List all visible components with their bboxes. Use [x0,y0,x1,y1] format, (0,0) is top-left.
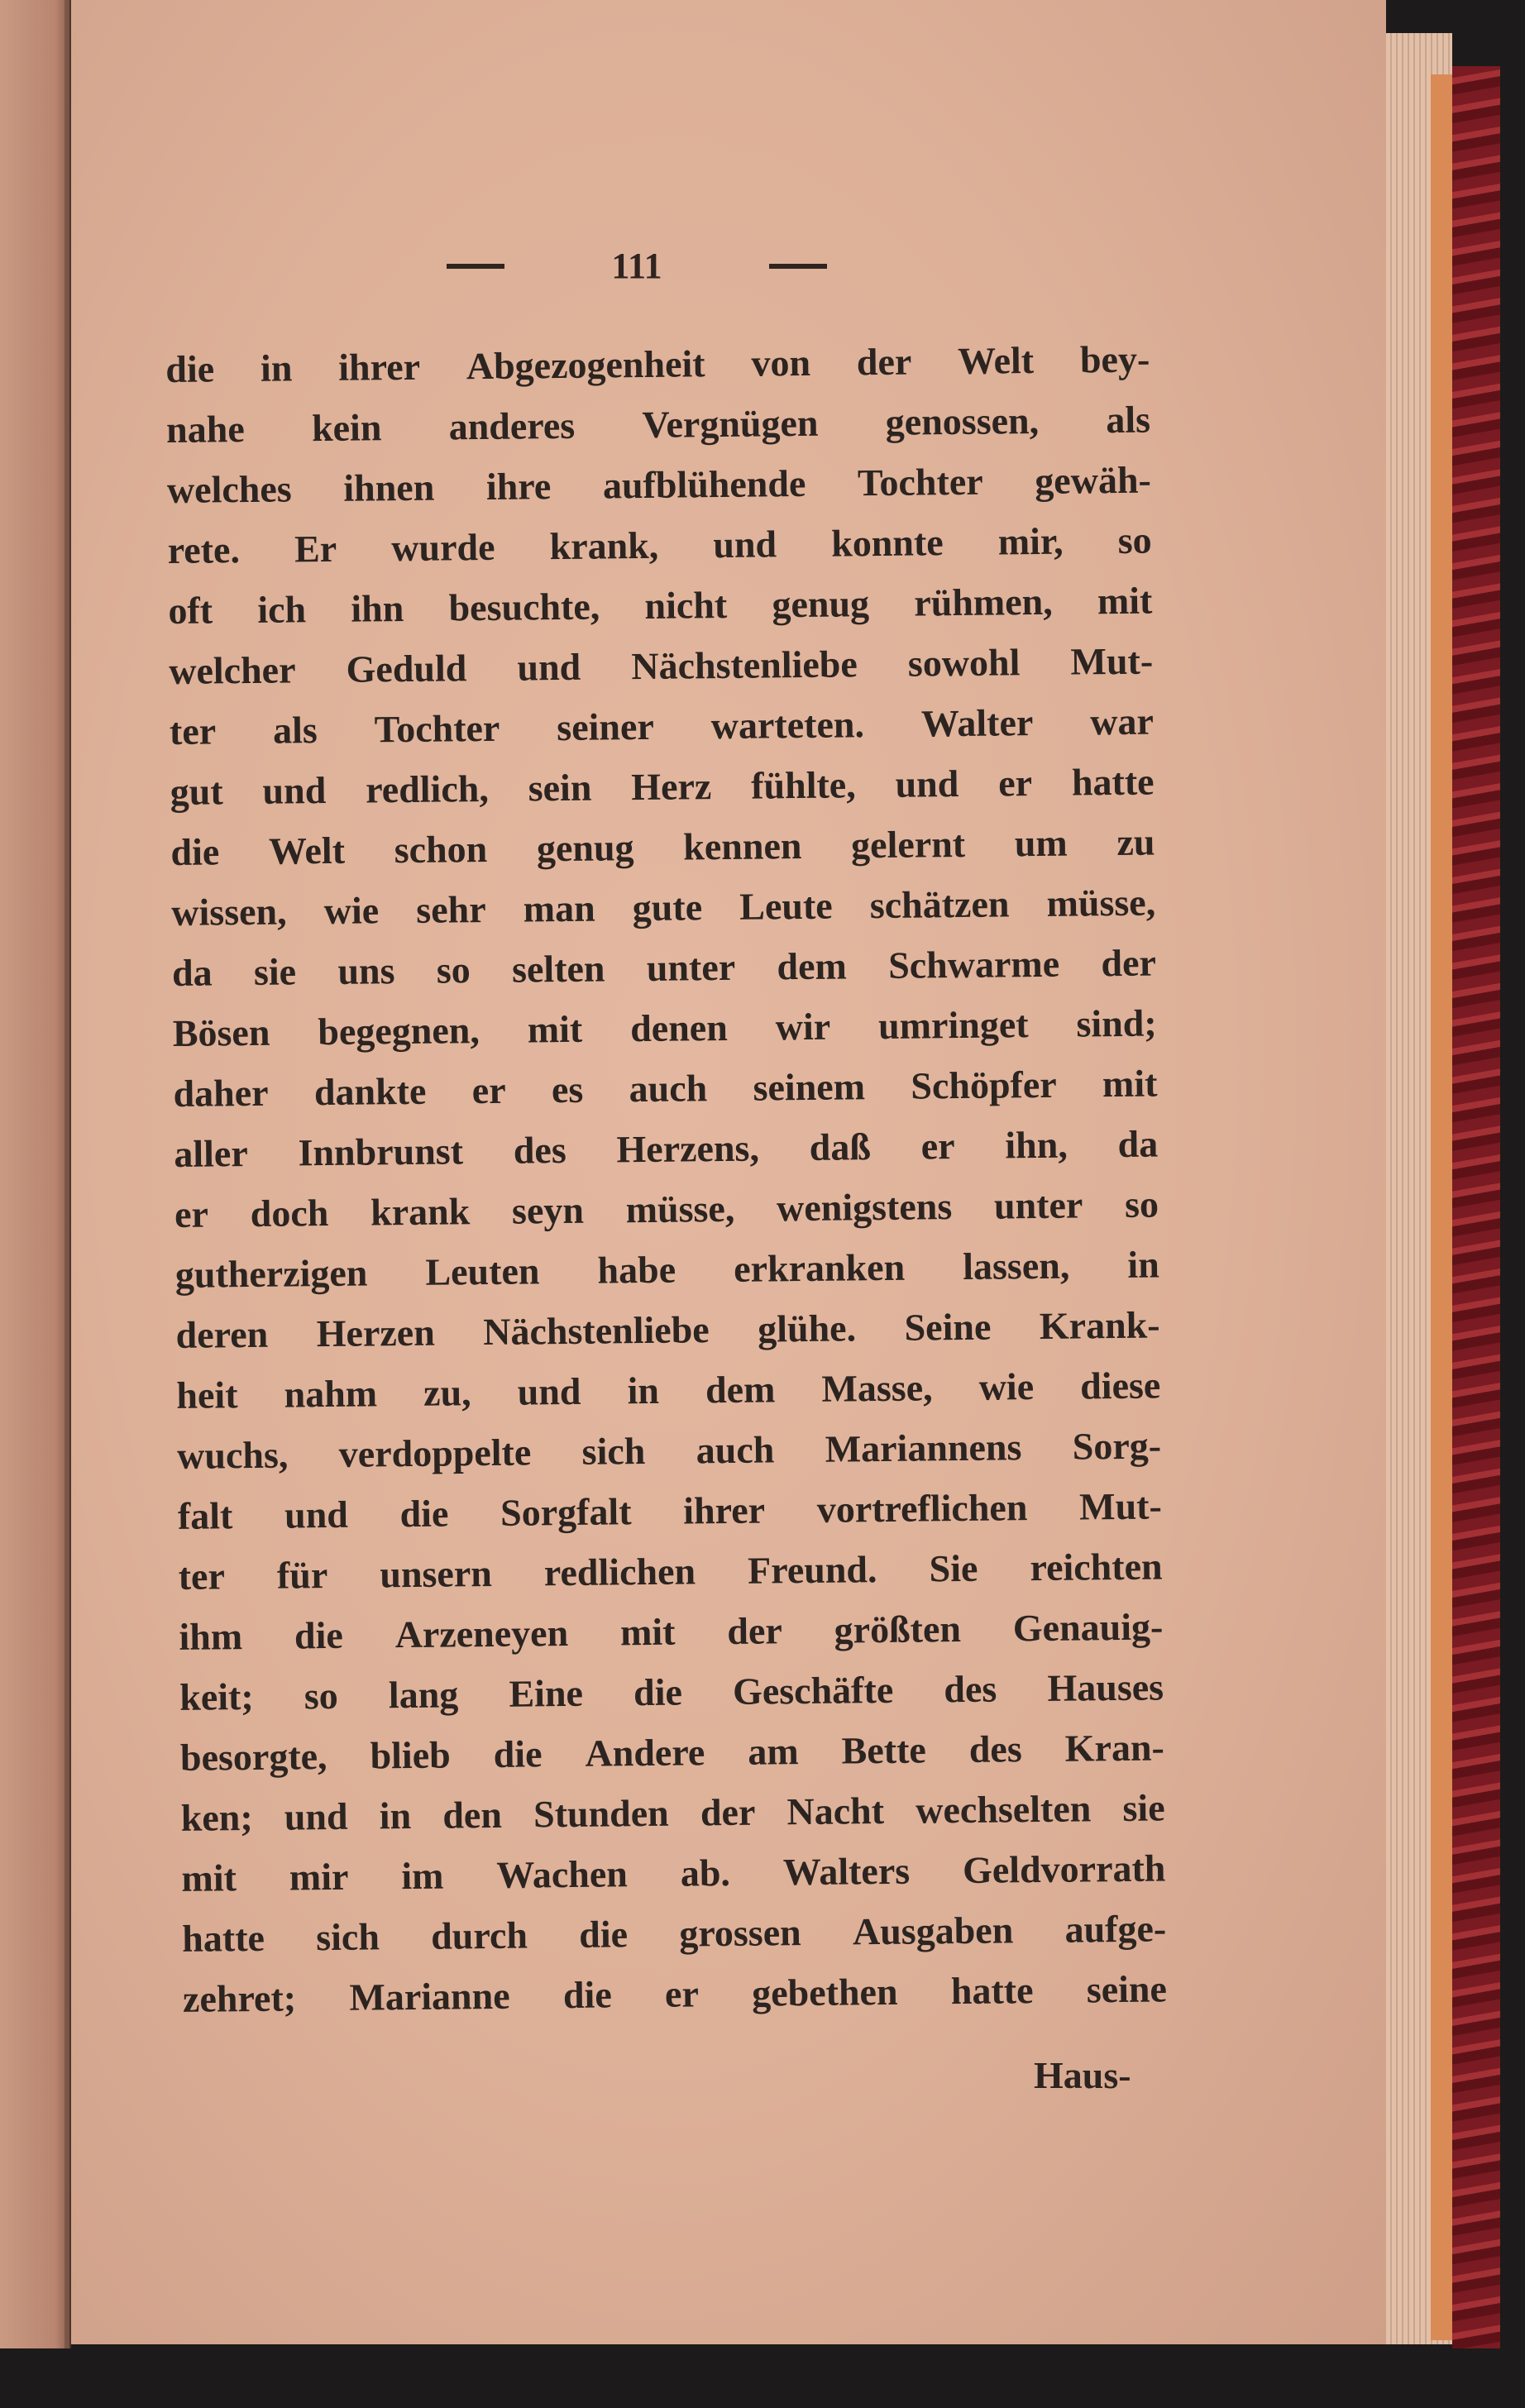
header-rule-right [769,264,827,269]
text-line: die Welt schon genug kennen gelernt um zu [170,820,1155,873]
catchword: Haus- [1034,2054,1131,2096]
text-line: hatte sich durch die grossen Ausgaben aufge- [181,1907,1167,1960]
book-cover-marbled [1452,66,1500,2348]
page-edge-stain [1431,74,1452,2340]
text-line: daher dankte er es auch seinem Schöpfer mit [173,1062,1158,1115]
text-line: wuchs, verdoppelte sich auch Mariannens Sorg- [176,1424,1162,1477]
text-line: die in ihrer Abgezogenheit von der Welt bey- [165,337,1150,390]
text-line: gut und redlich, sein Herz fühlte, und er hatte [170,760,1155,813]
text-line: ken; und in den Stunden der Nacht wechselten sie [180,1786,1165,1839]
text-line: besorgte, blieb die Andere am Bette des Kran- [179,1726,1165,1779]
text-line: nahe kein anderes Vergnügen genossen, als [165,398,1151,451]
text-line: aller Innbrunst des Herzens, daß er ihn, da [174,1122,1159,1175]
page-header [447,245,827,287]
page-number: 111 [611,246,662,286]
text-line: rete. Er wurde krank, und konnte mir, so [167,518,1152,571]
text-line: wissen, wie sehr man gute Leute schätzen müsse, [170,881,1156,934]
text-line: oft ich ihn besuchte, nicht genug rühmen, mit [168,579,1153,632]
text-line: heit nahm zu, und in dem Masse, wie diese [176,1364,1161,1417]
text-line: zehret; Marianne die er gebethen hatte seine [182,1967,1168,2020]
text-line: ihm die Arzeneyen mit der größten Genauig- [179,1605,1164,1658]
text-line: da sie uns so selten unter dem Schwarme der [171,941,1157,994]
text-line: keit; so lang Eine die Geschäfte des Hauses [179,1665,1164,1718]
text-line: ter als Tochter seiner warteten. Walter war [169,700,1155,752]
text-line: gutherzigen Leuten habe erkranken lassen, in [174,1243,1160,1296]
text-line: welches ihnen ihre aufblühende Tochter gewäh- [166,458,1152,511]
text-line: er doch krank seyn müsse, wenigstens unter so [174,1182,1159,1235]
header-rule-left [447,264,504,269]
text-line: mit mir im Wachen ab. Walters Geldvorrath [181,1847,1166,1899]
book-gutter [65,0,71,2348]
body-text [165,329,1167,2029]
text-line: falt und die Sorgfalt ihrer vortreflichen Mut- [177,1484,1163,1537]
text-line: welcher Geduld und Nächstenliebe sowohl Mut- [168,639,1154,692]
facing-page-edge [0,0,69,2348]
text-line: Bösen begegnen, mit denen wir umringet sind; [172,1001,1157,1054]
text-line: deren Herzen Nächstenliebe glühe. Seine Krank- [175,1303,1160,1356]
text-line: ter für unsern redlichen Freund. Sie reichten [178,1545,1163,1598]
